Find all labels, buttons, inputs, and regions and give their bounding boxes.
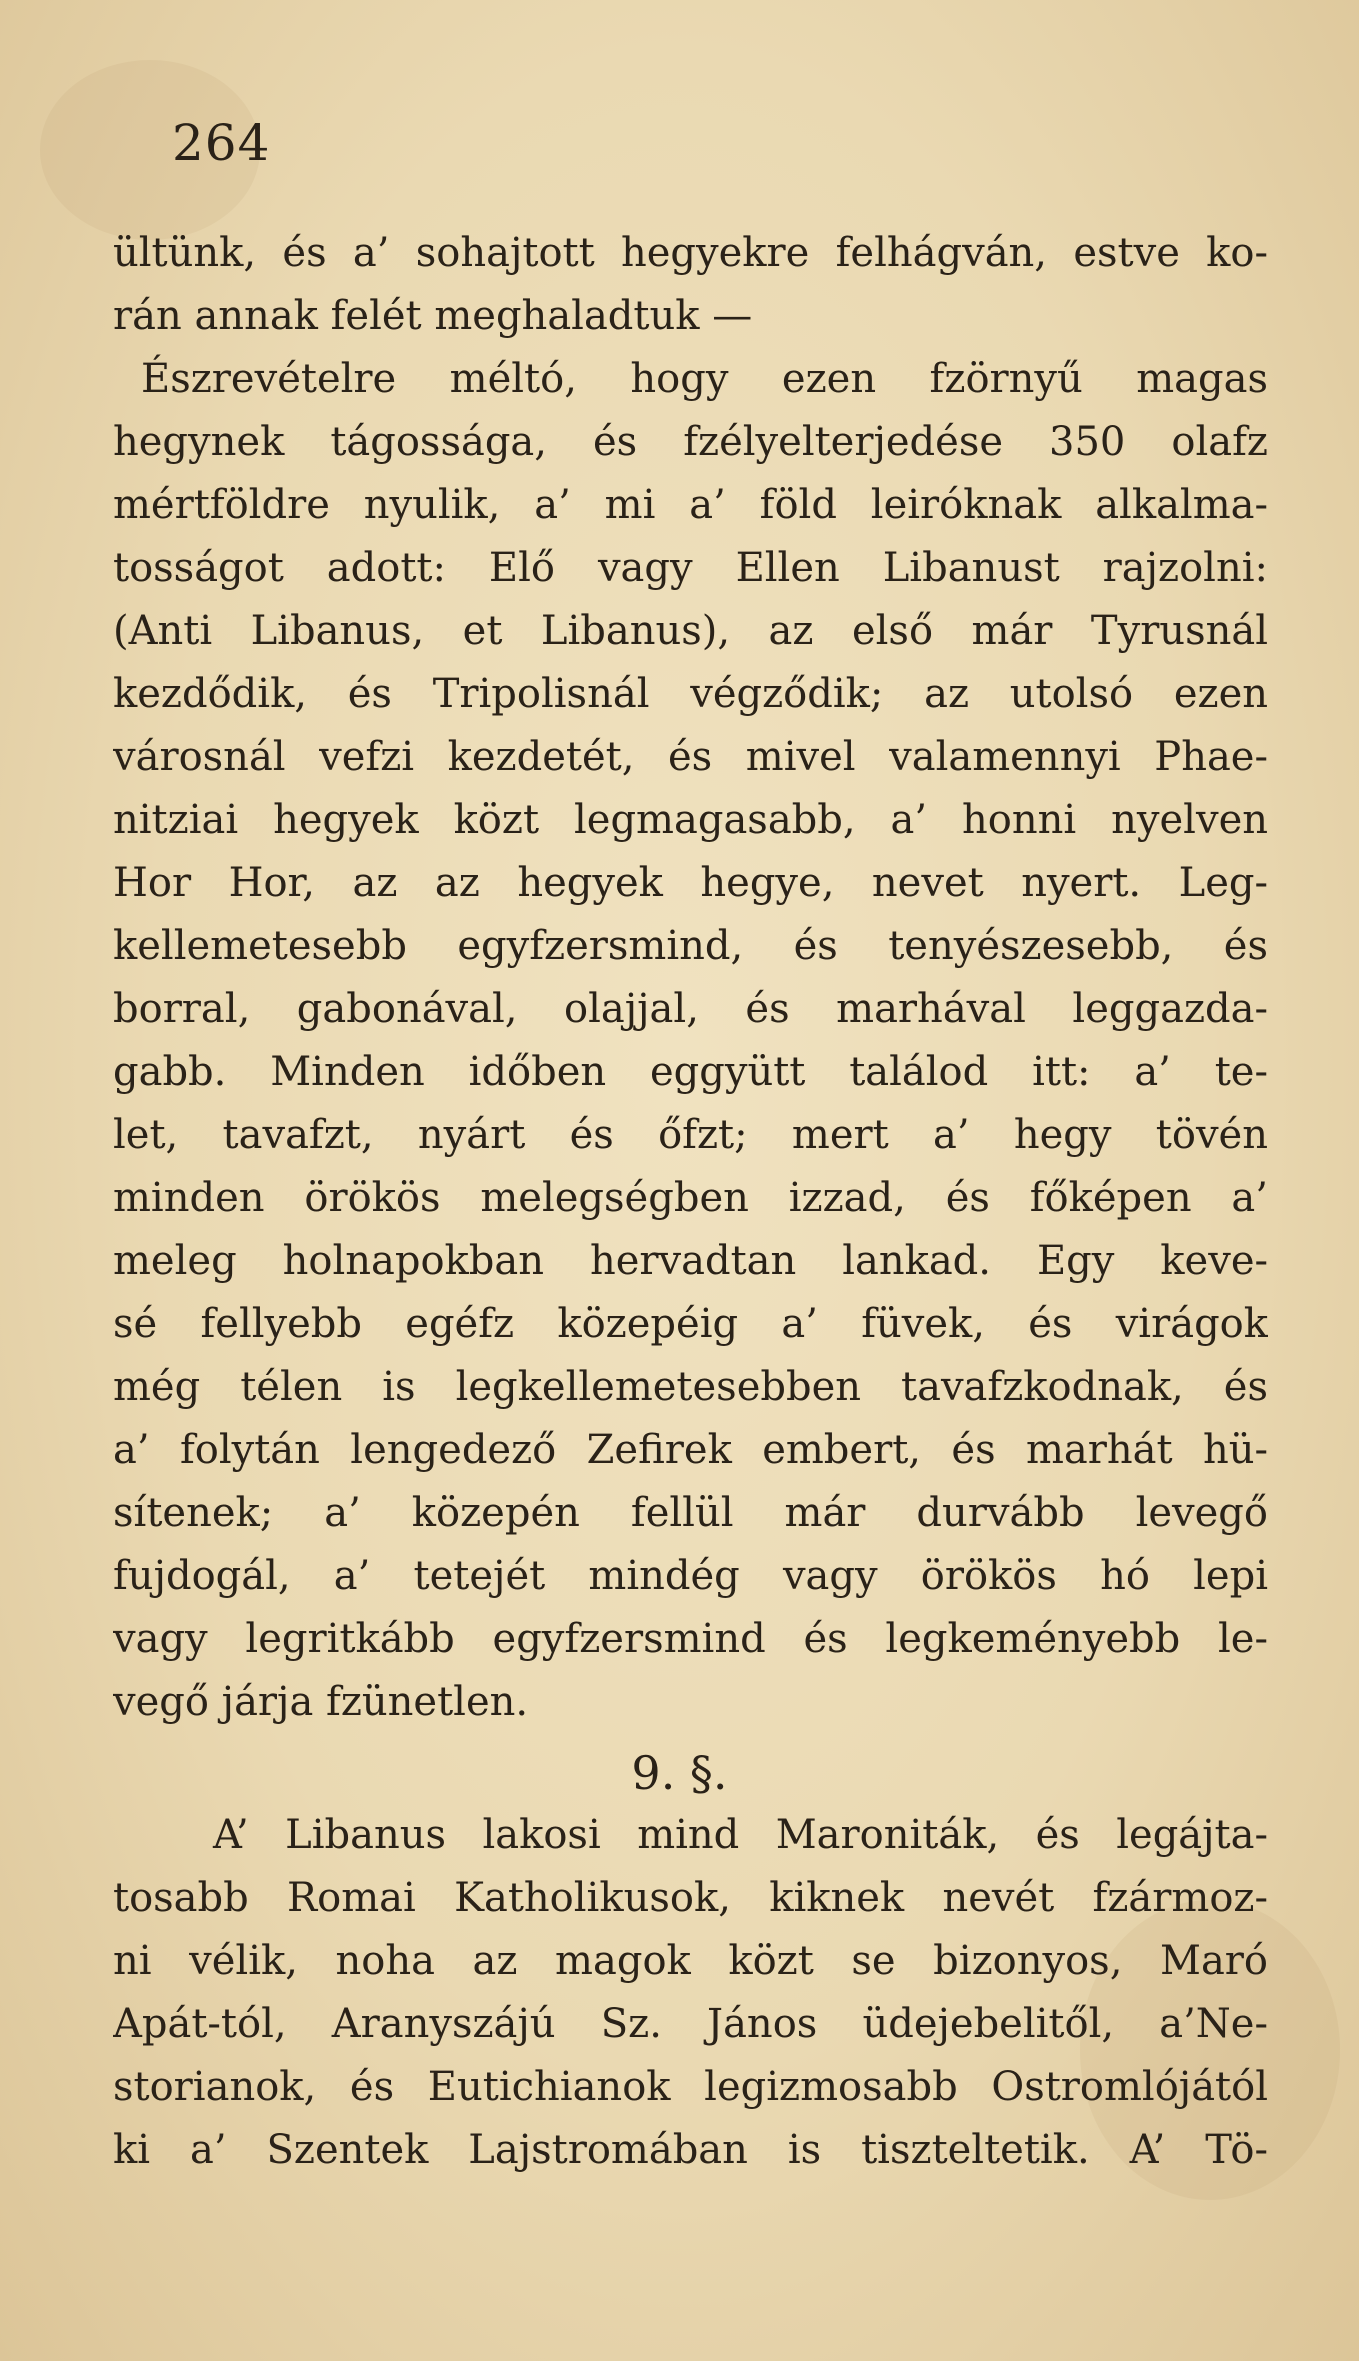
text-line: ni vélik, noha az magok közt se bizonyos, Maró	[113, 1938, 1268, 1984]
paragraph-libanus-description	[113, 222, 1268, 1734]
text-line: rán annak felét meghaladtuk —	[113, 293, 753, 339]
section-heading: 9. §.	[631, 1746, 728, 1800]
text-line: Észrevételre méltó, hogy ezen fzörnyű magas	[141, 356, 1268, 402]
text-line: tosabb Romai Katholikusok, kiknek nevét fzármoz-	[113, 1875, 1268, 1921]
text-line: mértföldre nyulik, a’ mi a’ föld leiróknak alkalma-	[113, 482, 1268, 528]
text-line: meleg holnapokban hervadtan lankad. Egy keve-	[113, 1238, 1268, 1284]
text-line: nitziai hegyek közt legmagasabb, a’ honni nyelven	[113, 797, 1268, 843]
paragraph-libanus-inhabitants	[113, 1804, 1268, 2182]
text-line: sítenek; a’ közepén fellül már durvább levegő	[113, 1490, 1268, 1536]
text-line: A’ Libanus lakosi mind Maroniták, és legájta-	[213, 1812, 1268, 1858]
text-line: minden örökös melegségben izzad, és főképen a’	[113, 1175, 1268, 1221]
text-line: gabb. Minden időben eggyütt találod itt: a’ te-	[113, 1049, 1268, 1095]
text-line: a’ folytán lengedező Zefirek embert, és marhát hü-	[113, 1427, 1268, 1473]
text-line: vegő járja fzünetlen.	[113, 1679, 529, 1725]
text-line: kellemetesebb egyfzersmind, és tenyészesebb, és	[113, 923, 1268, 969]
page-number: 264	[172, 114, 271, 172]
text-line: let, tavafzt, nyárt és őfzt; mert a’ hegy tövén	[113, 1112, 1268, 1158]
text-line: Hor Hor, az az hegyek hegye, nevet nyert. Leg-	[113, 860, 1268, 906]
text-line: városnál vefzi kezdetét, és mivel valamennyi Phae-	[113, 734, 1268, 780]
text-line: fujdogál, a’ tetejét mindég vagy örökös hó lepi	[113, 1553, 1268, 1599]
text-line: kezdődik, és Tripolisnál végződik; az utolsó ezen	[113, 671, 1268, 717]
text-line: (Anti Libanus, et Libanus), az első már Tyrusnál	[113, 608, 1268, 654]
text-line: hegynek tágossága, és fzélyelterjedése 350 olafz	[113, 419, 1268, 465]
text-line: ültünk, és a’ sohajtott hegyekre felhágván, estve ko-	[113, 230, 1268, 276]
text-line: vagy legritkább egyfzersmind és legkeményebb le-	[113, 1616, 1268, 1662]
text-line: borral, gabonával, olajjal, és marhával leggazda-	[113, 986, 1268, 1032]
text-line: tosságot adott: Elő vagy Ellen Libanust rajzolni:	[113, 545, 1268, 591]
text-line: Apát-tól, Aranyszájú Sz. János üdejebelitől, a’Ne-	[113, 2001, 1268, 2047]
text-line: ki a’ Szentek Lajstromában is tiszteltetik. A’ Tö-	[113, 2127, 1268, 2173]
text-line: storianok, és Eutichianok legizmosabb Ostromlójától	[113, 2064, 1268, 2110]
text-line: sé fellyebb egéfz közepéig a’ füvek, és virágok	[113, 1301, 1268, 1347]
text-line: még télen is legkellemetesebben tavafzkodnak, és	[113, 1364, 1268, 1410]
